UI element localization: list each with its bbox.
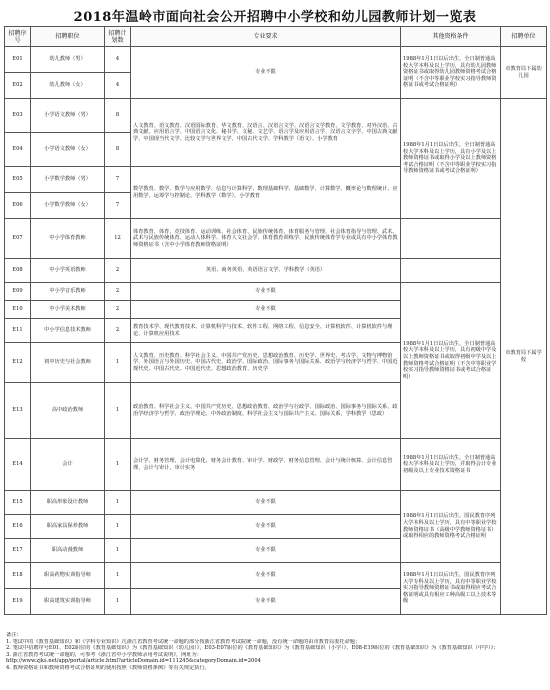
- row-count: 1: [105, 383, 131, 439]
- row-count: 7: [105, 193, 131, 219]
- row-count: 2: [105, 259, 131, 283]
- row-unit: 市教育局下属幼儿园: [501, 47, 547, 99]
- row-count: 8: [105, 133, 131, 167]
- row-code: E08: [5, 259, 31, 283]
- notes-section: [6, 632, 546, 672]
- row-count: 8: [105, 99, 131, 133]
- row-code: E13: [5, 383, 31, 439]
- header-count: 招聘计划数: [105, 27, 131, 47]
- row-code: E16: [5, 515, 31, 539]
- header-seq: 招聘序号: [5, 27, 31, 47]
- row-count: 1: [105, 589, 131, 615]
- row-count: 2: [105, 319, 131, 343]
- row-code: E06: [5, 193, 31, 219]
- row-count: 1: [105, 563, 131, 589]
- row-other: 1988年1月1日以后出生，国民教育序列大学专科及以上学历，具有中等职业学校实习指导教师资格证书或取得相应考试合格证明或具有相应工种高级工以上技术等级: [401, 563, 501, 615]
- row-count: 1: [105, 539, 131, 563]
- row-code: E17: [5, 539, 31, 563]
- row-major: 专业不限: [131, 283, 401, 301]
- note-item: 3. 浙江省教育考试统一命题的，可参考《浙江省中小学教师录用考试说明》，网址为：: [6, 651, 202, 658]
- row-position: 职高动漫教师: [31, 539, 105, 563]
- row-position: 小学语文教师（男）: [31, 99, 105, 133]
- row-position: 小学语文教师（女）: [31, 133, 105, 167]
- row-other: 1988年1月1日以后出生，国民教育序列大学本科及以上学历，具有中等职业学校教师资格证书（高级中学教师资格证书）或取得相应的教师资格考试合格证明: [401, 491, 501, 563]
- row-other: [401, 219, 501, 259]
- row-code: E01: [5, 47, 31, 73]
- row-major: 专业不限: [131, 539, 401, 563]
- page-title: 2018年温岭市面向社会公开招聘中小学校和幼儿园教师计划一览表: [73, 10, 477, 25]
- row-count: 1: [105, 491, 131, 515]
- row-code: E03: [5, 99, 31, 133]
- row-position: 幼儿教师（女）: [31, 73, 105, 99]
- row-major: 人文教育、语文教育、汉语国际教育、华文教育、汉语言、汉语言文学、汉语言文学教育、文学教育、对外汉语、古典文献、应用语言学、中国语言文化、秘书学、文秘、文艺学、语言学及应用语言学、汉语言文字学、中国古典文献学、中国现当代文学、比较文学与世界文学、中国古代文学、学科教学（语文）、小学教育: [131, 99, 401, 167]
- row-count: 7: [105, 167, 131, 193]
- row-major: 专业不限: [131, 589, 401, 615]
- row-count: 4: [105, 73, 131, 99]
- row-position: 中小学音乐教师: [31, 283, 105, 301]
- table-row: [5, 563, 547, 589]
- row-position: 小学数学教师（男）: [31, 167, 105, 193]
- row-code: E11: [5, 319, 31, 343]
- note-item: 2. 笔试中招聘序号E01、E02职位的《教育基础知识》为《教育基础知识（幼儿园）》，E03-E07职位的《教育基础知识》为《教育基础知识（小学）》，E08-E19职位的《教育基础知识》为《教育基础知识（中学）》；: [6, 645, 499, 652]
- row-major: 会计学、财务管理、会计电算化、财务会计教育、审计学、财政学、财务信息管理、会计与统计核算、会计信息管理、会计与审计、审计实务: [131, 439, 401, 491]
- row-code: E12: [5, 343, 31, 383]
- header-position: 招聘职位: [31, 27, 105, 47]
- table-row: [5, 283, 547, 301]
- row-position: 中小学美术教师: [31, 301, 105, 319]
- note-item: 1. 笔试中的《教育基础知识》和《学科专业知识》凡浙江省教育考试统一命题的部分按浙江省教育考试院统一命题，没有统一命题的由市教育局委托命题；: [6, 638, 361, 645]
- row-major: 专业不限: [131, 515, 401, 539]
- row-code: E09: [5, 283, 31, 301]
- note-item: 4. 教师资格证书和教师资格考试合格证明的使用按照《教师资格条例》等有关规定执行。: [6, 664, 210, 671]
- row-position: 初中历史与社会教师: [31, 343, 105, 383]
- row-other: 1988年1月1日以后出生，全日制普通高校大学本科及以上学历，具有小学及以上教师资格证书或取得小学及以上教师资格考试合格证明（不含中等职业学校实习指导教师资格证书或考试合格证明）: [401, 99, 501, 219]
- row-position: 幼儿教师（男）: [31, 47, 105, 73]
- row-major: 专业不限: [131, 47, 401, 99]
- row-position: 会计: [31, 439, 105, 491]
- row-major: 英语、商务英语、英语语言文学、学科教学（英语）: [131, 259, 401, 283]
- row-position: 职高药物实训指导师: [31, 563, 105, 589]
- note-url: http://www.zjks.net/app/portal/article.html?articleDomain.id=111245&categoryDomain.id=2004: [6, 658, 261, 665]
- header-major: 专业要求: [131, 27, 401, 47]
- table-row: [5, 439, 547, 491]
- row-other: 1988年1月1日以后出生，全日制普通高校大学本科及以上学历，具有初级中学及以上教师资格证书或取得初级中学及以上教师资格考试合格证明（不含中等职业学校实习指导教师资格证书或考试合格证明）: [401, 283, 501, 439]
- row-position: 中小学英语教师: [31, 259, 105, 283]
- row-code: E19: [5, 589, 31, 615]
- row-code: E05: [5, 167, 31, 193]
- row-position: 中小学信息技术教师: [31, 319, 105, 343]
- row-position: 高中政治教师: [31, 383, 105, 439]
- row-count: 1: [105, 515, 131, 539]
- row-other: 1988年1月1日以后出生，全日制普通高校大学本科及以上学历，并取得会计专业初级及以上专业技术资格证书: [401, 439, 501, 491]
- row-unit: 市教育局下属学校: [501, 99, 547, 615]
- row-code: E14: [5, 439, 31, 491]
- row-count: 12: [105, 219, 131, 259]
- row-major: 专业不限: [131, 301, 401, 319]
- row-code: E02: [5, 73, 31, 99]
- row-major: 教育技术学、现代教育技术、计算机科学与技术、软件工程、网络工程、信息安全、计算机软件、计算机软件与理论、计算机应用技术: [131, 319, 401, 343]
- header-other: 其他资格条件: [401, 27, 501, 47]
- row-code: E10: [5, 301, 31, 319]
- row-position: 职高家具保养教师: [31, 515, 105, 539]
- row-code: E07: [5, 219, 31, 259]
- row-position: 职高建筑实训指导师: [31, 589, 105, 615]
- table-header-row: [5, 27, 547, 47]
- recruitment-table: [4, 26, 547, 615]
- table-row: [5, 259, 547, 283]
- table-row: [5, 47, 547, 73]
- table-row: [5, 491, 547, 515]
- row-other: 1988年1月1日以后出生，全日制普通高校大学本科及以上学历，具有幼儿园教师资格证书或取得幼儿园教师资格考试合格证明（不含中等职业学校实习指导教师资格证书或考试合格证明）: [401, 47, 501, 99]
- row-code: E15: [5, 491, 31, 515]
- row-count: 1: [105, 439, 131, 491]
- row-count: 1: [105, 343, 131, 383]
- row-major: 专业不限: [131, 563, 401, 589]
- header-unit: 招聘单位: [501, 27, 547, 47]
- table-row: [5, 99, 547, 133]
- row-major: 数学教育、数学、数学与应用数学、信息与计算科学、数理基础科学、基础数学、计算数学、概率论与数理统计、应用数学、运筹学与控制论、学科教学（数学）、小学教育: [131, 167, 401, 219]
- row-count: 4: [105, 47, 131, 73]
- row-code: E04: [5, 133, 31, 167]
- row-major: 专业不限: [131, 491, 401, 515]
- row-position: 中小学体育教师: [31, 219, 105, 259]
- row-count: 2: [105, 301, 131, 319]
- row-count: 2: [105, 283, 131, 301]
- row-other: [401, 259, 501, 283]
- row-major: 体育教育、体育、竞技体育、运动训练、社会体育、民族传统体育、体育服务与管理、社会体育指导与管理、武术、武术与民族传统体育、运动人体科学、体育人文社会学、体育教育训练学、民族传统体育学专业或具有中小学体育教师资格证书（含中小学体育教师资格证明）: [131, 219, 401, 259]
- row-position: 职高形象设计教师: [31, 491, 105, 515]
- row-code: E18: [5, 563, 31, 589]
- row-major: 人文教育、历史教育、科学社会主义、中国共产党历史、思想政治教育、历史学、世界史、考古学、文物与博物馆学、外国语言与外国历史、中国古代史、政治学、国际政治、国际事务与国际关系、政治学与经济学与哲学、中国近现代史、中国古代史、中国近代史、思想政治教育、历史学: [131, 343, 401, 383]
- row-position: 小学数学教师（女）: [31, 193, 105, 219]
- notes-heading: 备注：: [6, 632, 22, 638]
- table-row: [5, 219, 547, 259]
- row-major: 政治教育、科学社会主义、中国共产党历史、思想政治教育、政治学与行政学、国际政治、国际事务与国际关系、政治学经济学与哲学、政治学理论、中外政治制度、科学社会主义与国际共产主义、国际关系、学科教学（思政）: [131, 383, 401, 439]
